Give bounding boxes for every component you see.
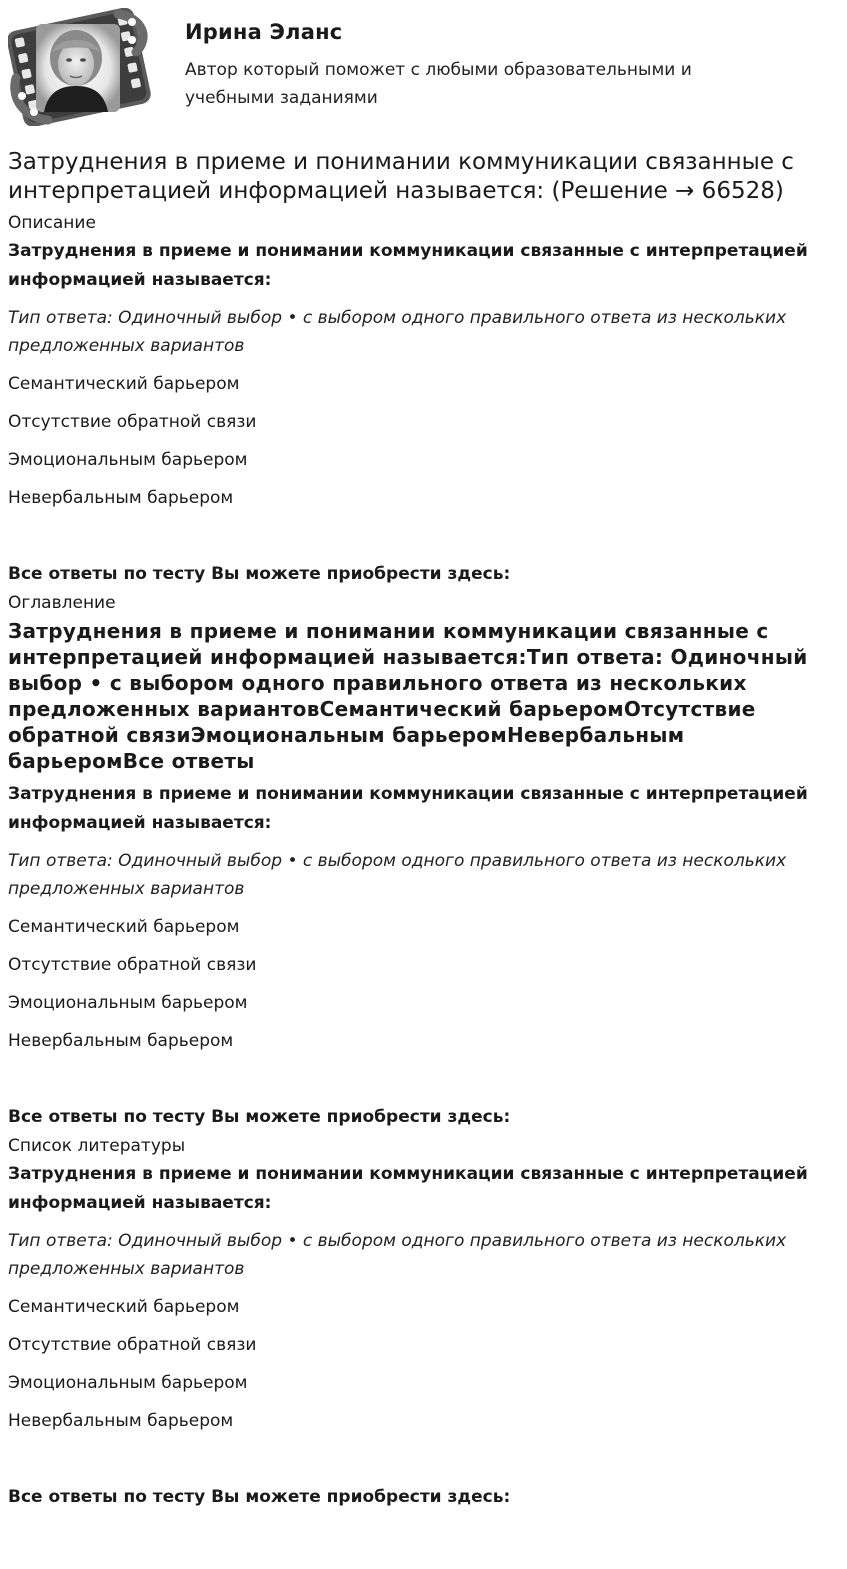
- answer-type: Тип ответа: Одиночный выбор • с выбором одного правильного ответа из нескольких предложенных вариантов: [8, 851, 787, 899]
- buy-answers-text: Все ответы по тесту Вы можете приобрести здесь:: [8, 564, 511, 584]
- answer-option: Семантический барьером: [8, 374, 240, 394]
- answer-option: Отсутствие обратной связи: [8, 955, 257, 975]
- buy-answers-text: Все ответы по тесту Вы можете приобрести здесь:: [8, 1487, 511, 1507]
- section-description: [8, 211, 839, 586]
- answer-option: Эмоциональным барьером: [8, 993, 248, 1013]
- author-photo: [36, 24, 120, 112]
- section-label: Список литературы: [8, 1136, 186, 1156]
- buy-answers-text: Все ответы по тесту Вы можете приобрести здесь:: [8, 1107, 511, 1127]
- answer-type: Тип ответа: Одиночный выбор • с выбором одного правильного ответа из нескольких предложенных вариантов: [8, 308, 787, 356]
- answer-type: Тип ответа: Одиночный выбор • с выбором одного правильного ответа из нескольких предложенных вариантов: [8, 1231, 787, 1279]
- answer-option: Эмоциональным барьером: [8, 450, 248, 470]
- answer-option: Невербальным барьером: [8, 1031, 234, 1051]
- answer-option: Семантический барьером: [8, 917, 240, 937]
- answer-option: Невербальным барьером: [8, 488, 234, 508]
- answer-option: Семантический барьером: [8, 1297, 240, 1317]
- question-text: Затруднения в приеме и понимании коммуникации связанные с интерпретацией информацией называется:: [8, 1164, 808, 1213]
- answer-option: Эмоциональным барьером: [8, 1373, 248, 1393]
- page-title: Затруднения в приеме и понимании коммуникации связанные с интерпретацией информацией называется: (Решение → 66528): [8, 149, 794, 204]
- author-name[interactable]: Ирина Эланс: [185, 20, 343, 44]
- answer-option: Отсутствие обратной связи: [8, 412, 257, 432]
- toc-heading: Затруднения в приеме и понимании коммуникации связанные с интерпретацией информацией называется:Тип ответа: Одиночный выбор • с выбором одного правильного ответа из нескольких предложенных вариантовСемантический барьеромОтсутствие обратной связиЭмоциональным барьеромНевербальным барьеромВсе ответы: [8, 619, 808, 773]
- author-description: Автор который поможет с любыми образовательными и учебными заданиями: [185, 60, 692, 108]
- answer-option: Невербальным барьером: [8, 1411, 234, 1431]
- author-card: [8, 8, 839, 128]
- answer-option: Отсутствие обратной связи: [8, 1335, 257, 1355]
- question-text: Затруднения в приеме и понимании коммуникации связанные с интерпретацией информацией называется:: [8, 784, 808, 833]
- main-content: [8, 148, 839, 1509]
- author-avatar[interactable]: [8, 8, 153, 126]
- section-literature: [8, 1134, 839, 1509]
- section-label: Оглавление: [8, 593, 116, 613]
- question-text: Затруднения в приеме и понимании коммуникации связанные с интерпретацией информацией называется:: [8, 241, 808, 290]
- section-toc: [8, 591, 839, 1129]
- section-label: Описание: [8, 213, 96, 233]
